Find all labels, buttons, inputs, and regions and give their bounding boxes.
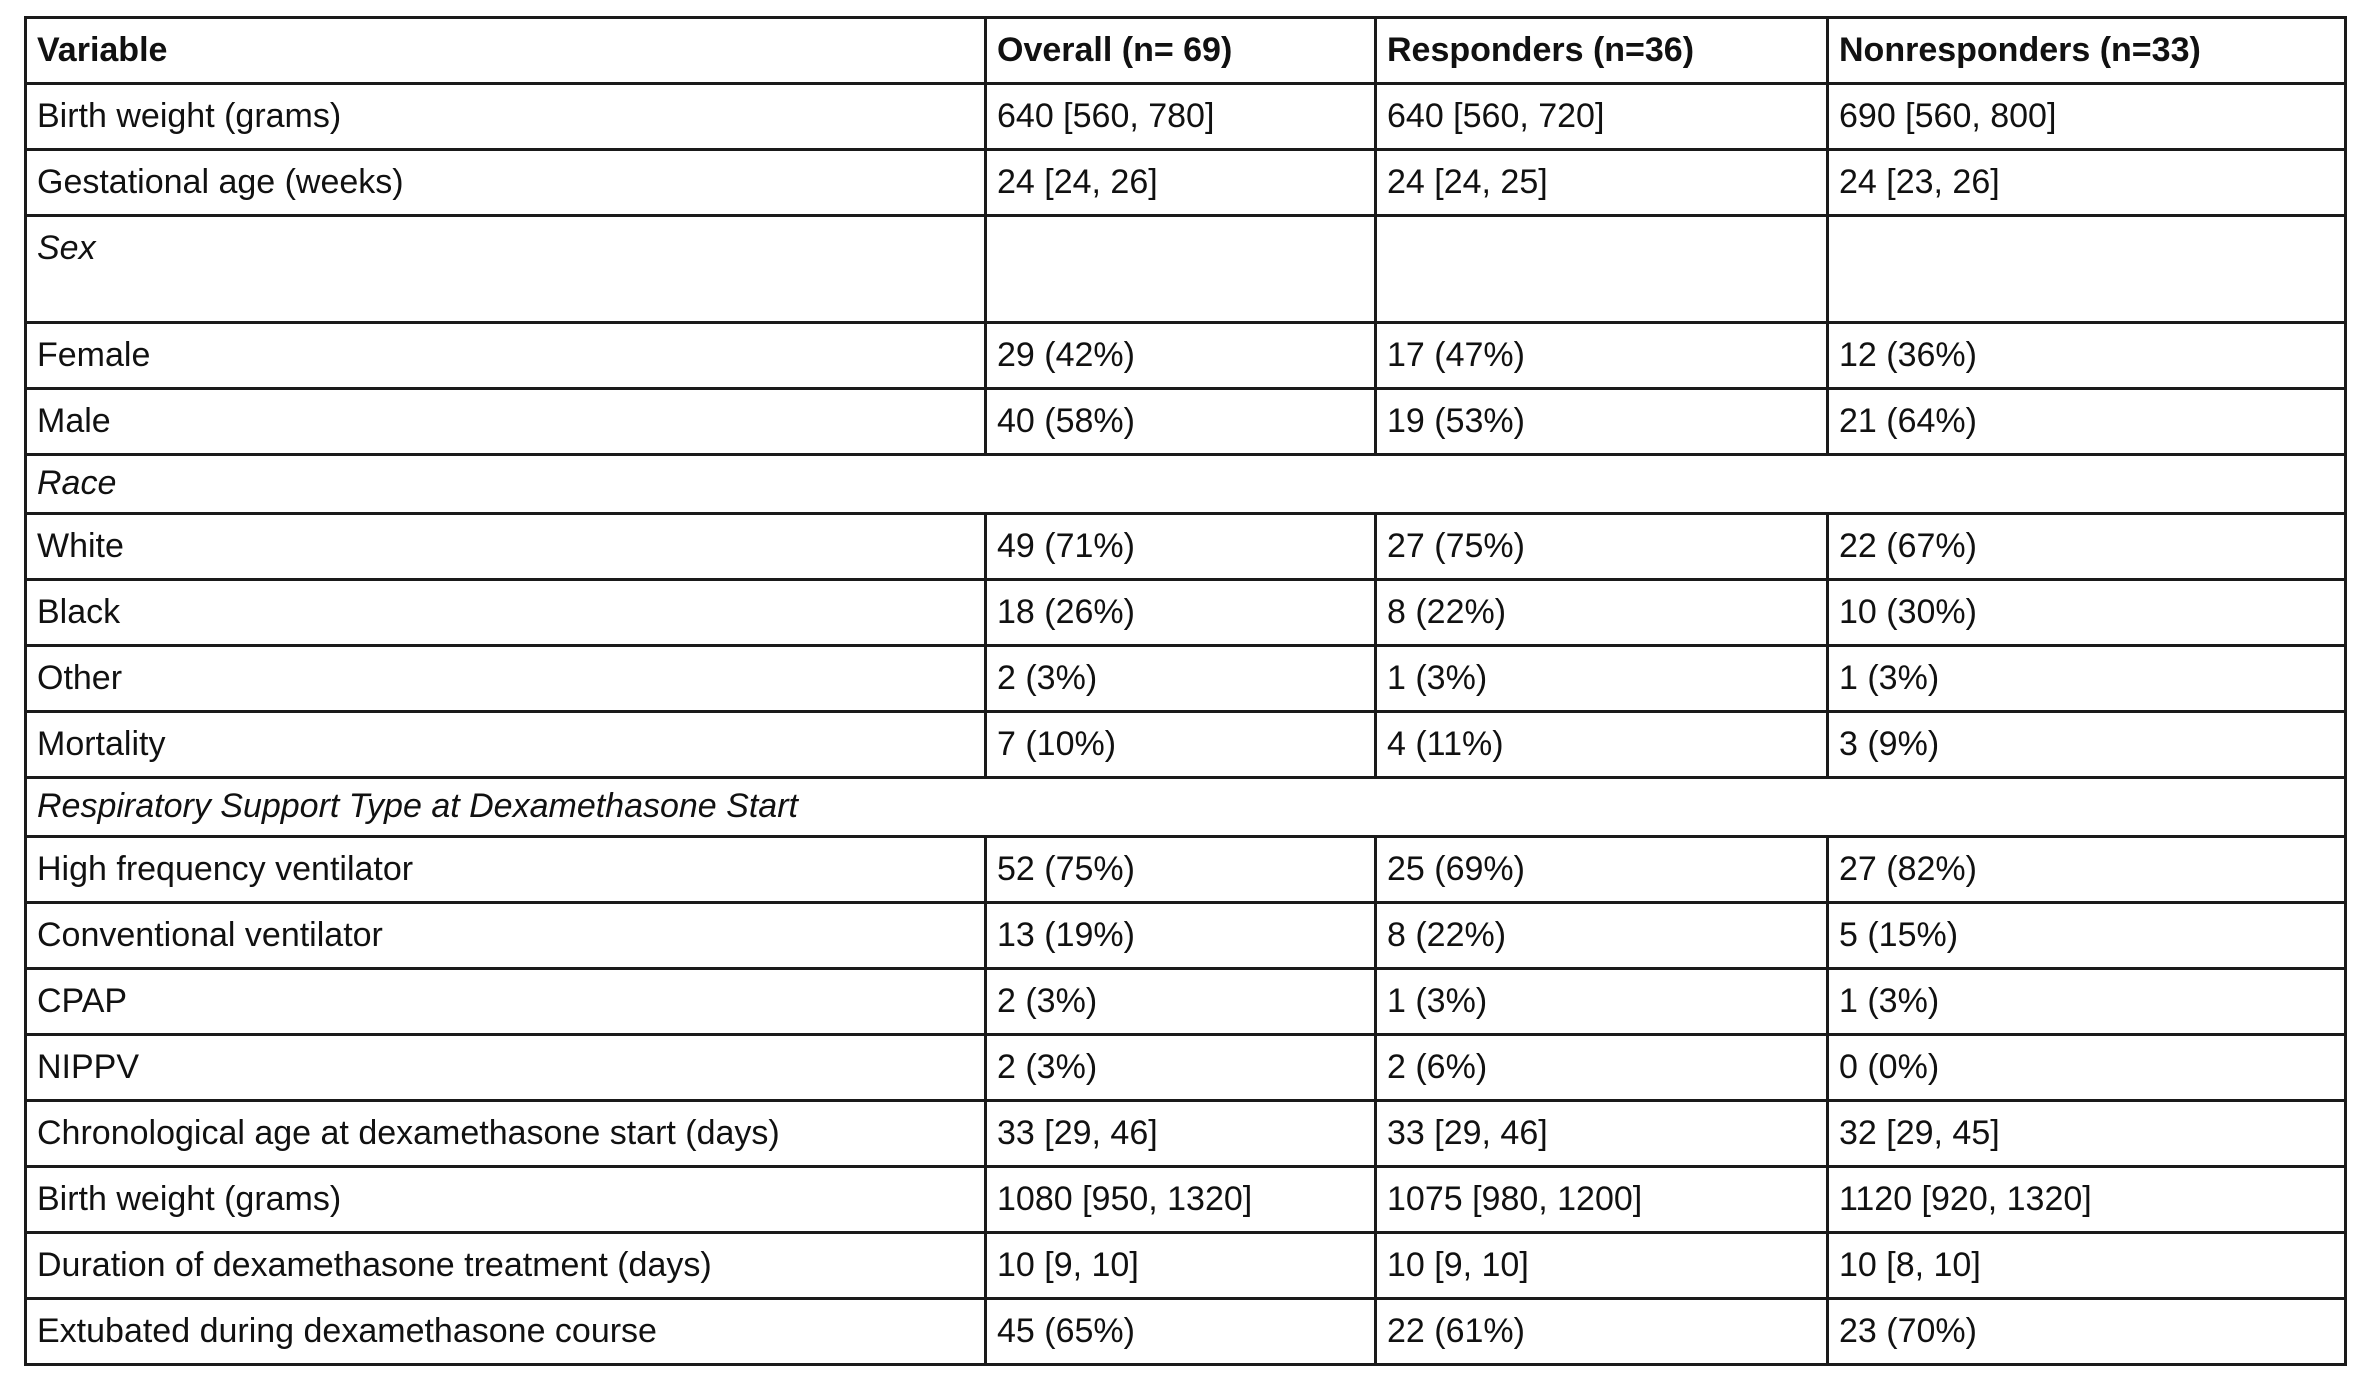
overall-cell: 13 (19%) <box>986 903 1376 969</box>
overall-cell: 640 [560, 780] <box>986 84 1376 150</box>
overall-cell: 40 (58%) <box>986 389 1376 455</box>
table-row <box>26 1167 2346 1233</box>
nonresponders-cell: 5 (15%) <box>1828 903 2346 969</box>
nonresponders-cell: 32 [29, 45] <box>1828 1101 2346 1167</box>
table-section-row <box>26 778 2346 837</box>
nonresponders-cell: 0 (0%) <box>1828 1035 2346 1101</box>
overall-cell: 2 (3%) <box>986 646 1376 712</box>
variable-cell: Male <box>26 389 986 455</box>
overall-cell: 49 (71%) <box>986 514 1376 580</box>
nonresponders-cell: 23 (70%) <box>1828 1299 2346 1365</box>
variable-cell: High frequency ventilator <box>26 837 986 903</box>
responders-cell: 17 (47%) <box>1376 323 1828 389</box>
nonresponders-cell: 1 (3%) <box>1828 969 2346 1035</box>
table-row <box>26 1101 2346 1167</box>
table-row <box>26 389 2346 455</box>
table-header-row <box>26 18 2346 84</box>
nonresponders-cell: 22 (67%) <box>1828 514 2346 580</box>
table-row <box>26 903 2346 969</box>
responders-cell: 10 [9, 10] <box>1376 1233 1828 1299</box>
nonresponders-cell: 1120 [920, 1320] <box>1828 1167 2346 1233</box>
table-section-row <box>26 455 2346 514</box>
table-row <box>26 514 2346 580</box>
nonresponders-cell: 690 [560, 800] <box>1828 84 2346 150</box>
overall-cell: 24 [24, 26] <box>986 150 1376 216</box>
nonresponders-cell: 24 [23, 26] <box>1828 150 2346 216</box>
responders-cell: 8 (22%) <box>1376 903 1828 969</box>
responders-cell: 19 (53%) <box>1376 389 1828 455</box>
column-header-responders: Responders (n=36) <box>1376 18 1828 84</box>
section-label: Respiratory Support Type at Dexamethasone Start <box>26 778 2346 837</box>
table-row <box>26 1035 2346 1101</box>
section-label: Race <box>26 455 2346 514</box>
variable-cell: Conventional ventilator <box>26 903 986 969</box>
overall-cell: 1080 [950, 1320] <box>986 1167 1376 1233</box>
variable-cell: Extubated during dexamethasone course <box>26 1299 986 1365</box>
table-row <box>26 1233 2346 1299</box>
column-header-variable: Variable <box>26 18 986 84</box>
table-body <box>26 84 2346 1365</box>
table-row <box>26 837 2346 903</box>
overall-cell: 10 [9, 10] <box>986 1233 1376 1299</box>
variable-cell: CPAP <box>26 969 986 1035</box>
variable-cell: Duration of dexamethasone treatment (days) <box>26 1233 986 1299</box>
responders-cell: 25 (69%) <box>1376 837 1828 903</box>
table-row <box>26 969 2346 1035</box>
variable-cell: Chronological age at dexamethasone start (days) <box>26 1101 986 1167</box>
responders-cell: 24 [24, 25] <box>1376 150 1828 216</box>
overall-cell: 7 (10%) <box>986 712 1376 778</box>
responders-cell: 640 [560, 720] <box>1376 84 1828 150</box>
variable-cell: Sex <box>26 216 986 323</box>
responders-cell: 33 [29, 46] <box>1376 1101 1828 1167</box>
nonresponders-cell: 21 (64%) <box>1828 389 2346 455</box>
variable-cell: Other <box>26 646 986 712</box>
table-row <box>26 712 2346 778</box>
nonresponders-cell: 10 (30%) <box>1828 580 2346 646</box>
variable-cell: Black <box>26 580 986 646</box>
table-row <box>26 84 2346 150</box>
variable-cell: Birth weight (grams) <box>26 84 986 150</box>
responders-cell: 2 (6%) <box>1376 1035 1828 1101</box>
nonresponders-cell: 12 (36%) <box>1828 323 2346 389</box>
nonresponders-cell: 10 [8, 10] <box>1828 1233 2346 1299</box>
overall-cell: 33 [29, 46] <box>986 1101 1376 1167</box>
nonresponders-cell: 1 (3%) <box>1828 646 2346 712</box>
responders-cell: 4 (11%) <box>1376 712 1828 778</box>
column-header-nonresponders: Nonresponders (n=33) <box>1828 18 2346 84</box>
nonresponders-cell: 3 (9%) <box>1828 712 2346 778</box>
table-row <box>26 323 2346 389</box>
column-header-overall: Overall (n= 69) <box>986 18 1376 84</box>
table-group-row <box>26 216 2346 323</box>
overall-cell: 2 (3%) <box>986 969 1376 1035</box>
overall-cell <box>986 216 1376 323</box>
variable-cell: Birth weight (grams) <box>26 1167 986 1233</box>
demographics-table <box>24 16 2347 1366</box>
variable-cell: Mortality <box>26 712 986 778</box>
responders-cell: 1 (3%) <box>1376 969 1828 1035</box>
overall-cell: 45 (65%) <box>986 1299 1376 1365</box>
overall-cell: 52 (75%) <box>986 837 1376 903</box>
variable-cell: Female <box>26 323 986 389</box>
table-row <box>26 646 2346 712</box>
table-container <box>24 16 2344 1366</box>
table-row <box>26 580 2346 646</box>
overall-cell: 29 (42%) <box>986 323 1376 389</box>
overall-cell: 2 (3%) <box>986 1035 1376 1101</box>
responders-cell: 8 (22%) <box>1376 580 1828 646</box>
responders-cell <box>1376 216 1828 323</box>
responders-cell: 1075 [980, 1200] <box>1376 1167 1828 1233</box>
responders-cell: 1 (3%) <box>1376 646 1828 712</box>
overall-cell: 18 (26%) <box>986 580 1376 646</box>
responders-cell: 22 (61%) <box>1376 1299 1828 1365</box>
table-row <box>26 1299 2346 1365</box>
variable-cell: White <box>26 514 986 580</box>
variable-cell: Gestational age (weeks) <box>26 150 986 216</box>
nonresponders-cell: 27 (82%) <box>1828 837 2346 903</box>
responders-cell: 27 (75%) <box>1376 514 1828 580</box>
variable-cell: NIPPV <box>26 1035 986 1101</box>
nonresponders-cell <box>1828 216 2346 323</box>
table-row <box>26 150 2346 216</box>
